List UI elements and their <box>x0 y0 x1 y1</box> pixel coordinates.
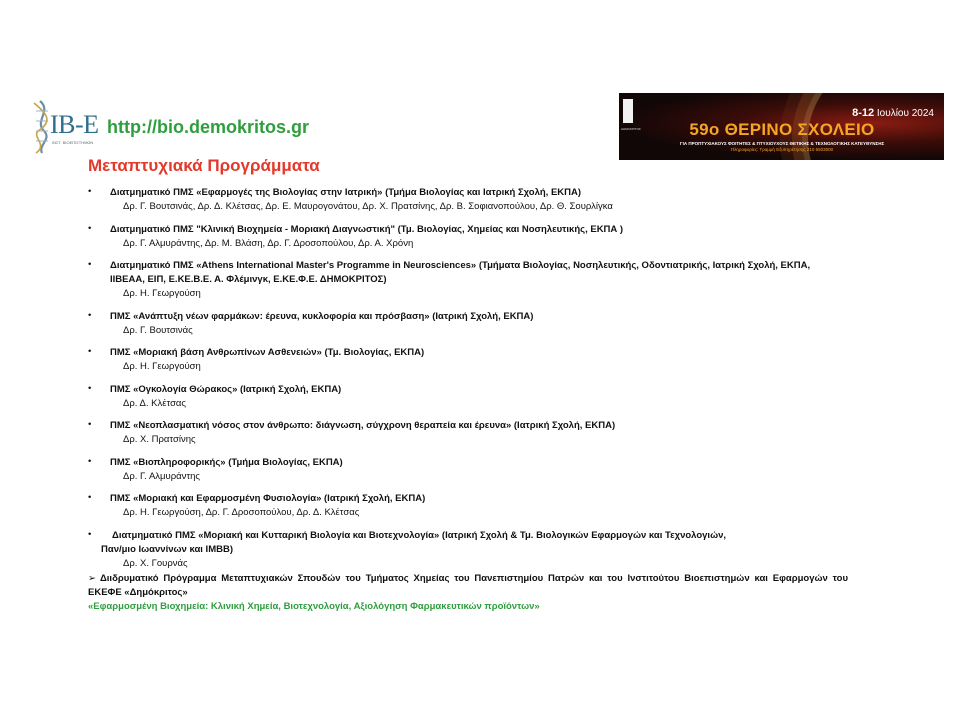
program-title: Διατμηματικό ΠΜΣ «Μοριακή και Κυτταρική Βιολογία και Βιοτεχνολογία» (Ιατρική Σχολή & Τμ. Βιολογικών Εφαρμογών και Τεχνολογιών, <box>112 529 727 541</box>
program-faculty: Δρ. Γ. Αλμυράντης, Δρ. Μ. Βλάση, Δρ. Γ. Δροσοπούλου, Δρ. Α. Χρόνη <box>123 237 414 249</box>
program-item <box>88 383 848 411</box>
program-faculty: Δρ. Γ. Βουτσινάς, Δρ. Δ. Κλέτσας, Δρ. Ε. Μαυρογονάτου, Δρ. Χ. Πρατσίνης, Δρ. Β. Σοφιανοπούλου, Δρ. Θ. Σουρλίγκα <box>123 201 613 212</box>
program-faculty: Δρ. Η. Γεωργούση, Δρ. Γ. Δροσοπούλου, Δρ. Δ. Κλέτσας <box>123 507 360 518</box>
program-title: ΠΜΣ «Μοριακή και Εφαρμοσμένη Φυσιολογία» (Ιατρική Σχολή, ΕΚΠΑ) <box>110 493 426 504</box>
banner-logo-text: ΔΗΜΟΚΡΙΤΟΣ <box>621 127 641 131</box>
page-title: Μεταπτυχιακά Προγράμματα <box>88 156 320 175</box>
bullet-marker: • <box>88 419 92 430</box>
bullet-marker: • <box>88 455 92 467</box>
program-item <box>88 529 848 571</box>
bullet-marker: • <box>88 492 92 503</box>
program-faculty: Δρ. Δ. Κλέτσας <box>123 397 187 409</box>
program-title: Διατμηματικό ΠΜΣ "Κλινική Βιοχημεία - Μοριακή Διαγνωστική" (Τμ. Βιολογίας, Χημείας και Νοσηλευτικής, ΕΚΠΑ ) <box>110 223 624 235</box>
program-title: ΠΜΣ «Βιοπληροφορικής» (Τμήμα Βιολογίας, ΕΚΠΑ) <box>110 456 343 468</box>
logo-subtext: ΙΝΣΤ. ΒΙΟΕΠΙΣΤΗΜΩΝ <box>52 140 94 145</box>
program-title: ΠΜΣ «Νεοπλασματική νόσος στον άνθρωπο: διάγνωση, σύγχρονη θεραπεία και έρευνα» (Ιατρική Σχολή, ΕΚΠΑ) <box>110 420 616 431</box>
program-faculty: Δρ. Η. Γεωργούση <box>123 361 201 372</box>
program-title: ΠΜΣ «Ογκολογία Θώρακος» (Ιατρική Σχολή, ΕΚΠΑ) <box>110 383 342 395</box>
logo-wordmark: IB-E <box>50 110 99 139</box>
program-item <box>88 346 848 374</box>
bullet-marker: • <box>88 186 92 197</box>
program-item <box>88 186 848 214</box>
banner-dates-month: Ιουλίου 2024 <box>876 108 934 119</box>
program-faculty: Δρ. Η. Γεωργούση <box>123 288 201 299</box>
joint-program-subtitle: «Εφαρμοσμένη Βιοχημεία: Κλινική Χημεία, Βιοτεχνολογία, Αξιολόγηση Φαρμακευτικών προϊόντων» <box>88 601 540 612</box>
joint-program-description <box>88 572 848 600</box>
program-faculty: Δρ. Χ. Γουρνάς <box>123 557 188 569</box>
summer-school-banner[interactable] <box>619 93 944 160</box>
banner-info: Πληροφορίες: Γραμμή Εξυπηρέτησης 210 6503000 <box>730 147 834 152</box>
program-item <box>88 259 848 301</box>
program-item <box>88 310 848 338</box>
program-title: Διατμηματικό ΠΜΣ «Εφαρμογές της Βιολογίας στην Ιατρική» (Τμήμα Βιολογίας και Ιατρική Σχολή, ΕΚΠΑ) <box>110 187 582 198</box>
program-faculty: Δρ. Χ. Πρατσίνης <box>123 434 196 445</box>
bullet-marker: • <box>88 309 92 321</box>
bullet-marker: • <box>88 346 92 357</box>
joint-program-section <box>88 572 848 614</box>
banner-dates <box>852 107 934 119</box>
banner-subtitle: ΓΙΑ ΠΡΟΠΤΥΧΙΑΚΟΥΣ ΦΟΙΤΗΤΕΣ & ΠΤΥΧΙΟΥΧΟΥΣ ΘΕΤΙΚΗΣ & ΤΕΧΝΟΛΟΓΙΚΗΣ ΚΑΤΕΥΘΥΝΣΗΣ <box>679 141 885 146</box>
site-url-link[interactable]: http://bio.demokritos.gr <box>107 117 309 137</box>
banner-dates-days: 8-12 <box>852 107 875 119</box>
bullet-marker: • <box>88 528 92 540</box>
program-item <box>88 456 848 484</box>
program-list <box>88 186 848 579</box>
program-item <box>88 419 848 447</box>
program-title: ΠΜΣ «Ανάπτυξη νέων φαρμάκων: έρευνα, κυκλοφορία και πρόσβαση» (Ιατρική Σχολή, ΕΚΠΑ) <box>110 310 534 322</box>
program-faculty: Δρ. Γ. Αλμυράντης <box>123 470 200 482</box>
program-item <box>88 223 848 251</box>
bullet-marker: • <box>88 259 92 270</box>
arrow-bullet-icon: ➢ <box>88 573 96 584</box>
program-item <box>88 492 848 520</box>
banner-title: 59ο ΘΕΡΙΝΟ ΣΧΟΛΕΙΟ <box>689 120 875 139</box>
bullet-marker: • <box>88 382 92 394</box>
program-faculty: Δρ. Γ. Βουτσινάς <box>123 324 193 336</box>
joint-program-text: Διιδρυματικό Πρόγραμμα Μεταπτυχιακών Σπουδών του Τμήματος Χημείας του Πανεπιστημίου Πατρών και του Ινστιτούτου Βιοεπιστημών και Εφαρμογών του ΕΚΕΦΕ «Δημόκριτος» <box>88 573 848 598</box>
bullet-marker: • <box>88 222 92 234</box>
program-title: Διατμηματικό ΠΜΣ «Athens International Master's Programme in Neurosciences» (Τμήματα Βιολογίας, Νοσηλευτικής, Οδοντιατρικής, Ιατρική Σχολή, ΕΚΠΑ, ΙΙΒΕΑΑ, ΕΙΠ, Ε.ΚΕ.Β.Ε. Α. Φλέμινγκ, Ε.ΚΕ.Φ.Ε. ΔΗΜΟΚΡΙΤΟΣ) <box>110 260 811 285</box>
program-title: ΠΜΣ «Μοριακή βάση Ανθρωπίνων Ασθενειών» (Τμ. Βιολογίας, ΕΚΠΑ) <box>110 347 425 358</box>
program-title-continuation: Παν/μιο Ιωαννίνων και IMBB) <box>101 543 233 555</box>
